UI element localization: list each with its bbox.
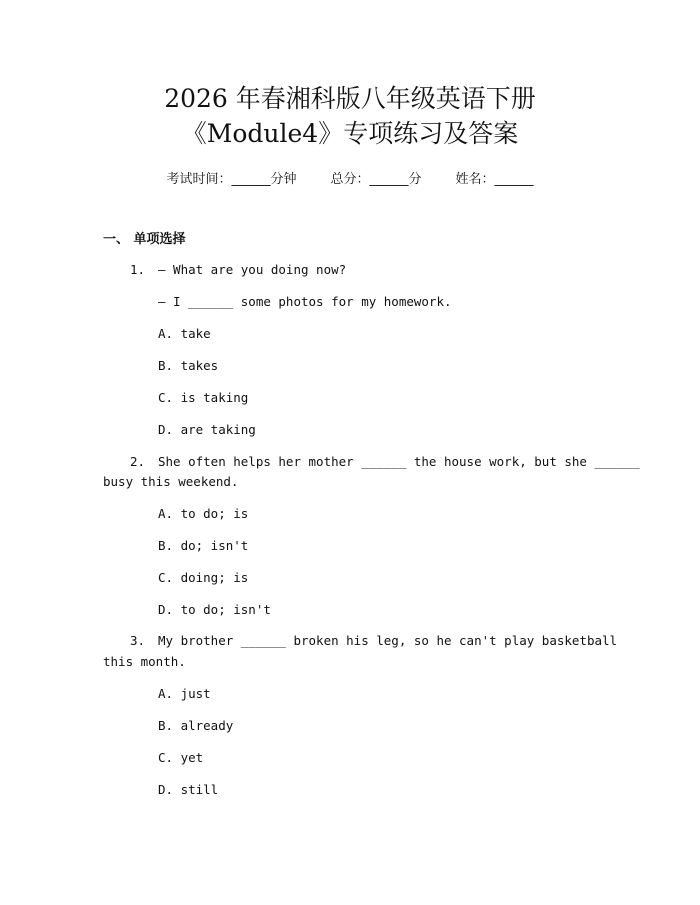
question-number: 3.	[130, 633, 146, 648]
question-line: — What are you doing now?	[158, 262, 347, 277]
option-a: A. take	[158, 326, 211, 341]
exam-time-field: 考试时间：______分钟	[166, 172, 297, 187]
option-c: C. doing; is	[158, 570, 249, 585]
question-number: 1.	[130, 262, 146, 277]
option-a: A. just	[158, 686, 211, 701]
total-score-field: 总分：______分	[330, 172, 422, 187]
section-title: 一、 单项选择	[103, 232, 186, 247]
exam-meta	[0, 168, 700, 187]
option-d: D. still	[158, 782, 219, 797]
question-line: She often helps her mother ______ the house work, but she ______	[158, 454, 640, 469]
question-line: busy this weekend.	[103, 474, 239, 489]
option-d: D. to do; isn't	[158, 602, 271, 617]
option-b: B. already	[158, 718, 234, 733]
question-line: this month.	[103, 654, 186, 669]
option-d: D. are taking	[158, 422, 256, 437]
page-title-line2: 《Module4》专项练习及答案	[181, 119, 519, 148]
question-number: 2.	[130, 454, 146, 469]
page-title-line1: 2026 年春湘科版八年级英语下册	[164, 84, 536, 113]
option-b: B. takes	[158, 358, 219, 373]
option-b: B. do; isn't	[158, 538, 249, 553]
option-a: A. to do; is	[158, 506, 249, 521]
question-line: My brother ______ broken his leg, so he can't play basketball	[158, 633, 618, 648]
option-c: C. yet	[158, 750, 204, 765]
option-c: C. is taking	[158, 390, 249, 405]
question-line: — I ______ some photos for my homework.	[158, 294, 452, 309]
student-name-field: 姓名：______	[455, 172, 534, 187]
